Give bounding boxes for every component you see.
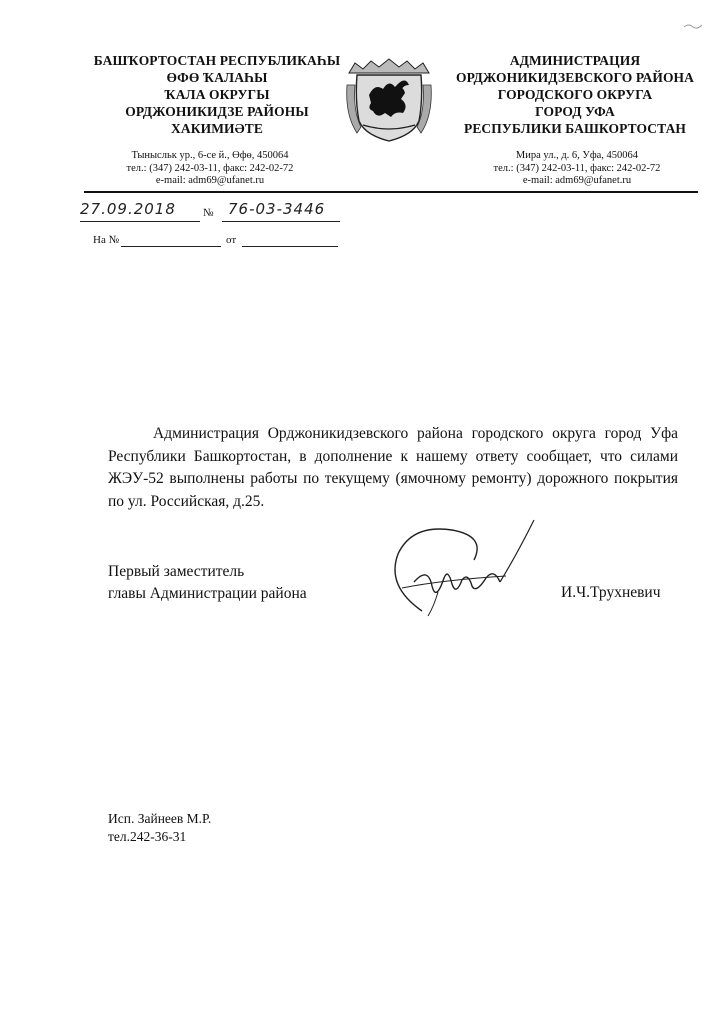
header-line: ӨФӨ ҠАЛАҺЫ: [166, 70, 268, 85]
address-line: Мира ул., д. 6, Уфа, 450064: [515, 150, 639, 161]
address-line: Тынысльк ур., 6-се й., Өфө, 450064: [131, 150, 289, 161]
signatory-title: [108, 561, 307, 605]
ufa-coat-of-arms-icon: [345, 55, 433, 143]
executor-phone: тел.242-36-31: [108, 829, 187, 844]
outgoing-date: 27.09.2018: [80, 200, 176, 218]
executor-block: [108, 810, 211, 846]
handwritten-signature-icon: [382, 516, 552, 621]
reference-number-label: На №: [93, 234, 120, 246]
signatory-title-line: главы Администрации района: [108, 585, 307, 602]
header-line: ҠАЛА ОКРУГЫ: [164, 87, 270, 102]
header-russian-block: [445, 52, 705, 137]
signatory-name: И.Ч.Трухневич: [561, 584, 661, 601]
number-underline: [222, 221, 340, 222]
header-divider: [84, 191, 698, 193]
address-line: e-mail: adm69@ufanet.ru: [155, 175, 265, 186]
signatory-title-line: Первый заместитель: [108, 563, 245, 580]
reference-date-label: от: [226, 234, 237, 246]
address-bashkir: [95, 150, 325, 188]
letter-body: Администрация Орджоникидзевского района городского округа город Уфа Республики Башкортостан, в дополнение к нашему ответу сообщает, что силами ЖЭУ-52 выполнены работы по текущему (ямочному ремонту) дорожного покрытия по ул. Российская, д.25.: [108, 425, 678, 510]
header-line: БАШҠОРТОСТАН РЕСПУБЛИКАҺЫ: [93, 53, 341, 68]
address-line: тел.: (347) 242-03-11, факс: 242-02-72: [126, 162, 294, 174]
reference-date-field: [242, 246, 338, 247]
date-underline: [80, 221, 200, 222]
address-line: e-mail: adm69@ufanet.ru: [522, 175, 632, 186]
header-line: ГОРОДСКОГО ОКРУГА: [497, 87, 653, 102]
header-line: РЕСПУБЛИКИ БАШКОРТОСТАН: [463, 121, 687, 136]
header-line: ОРДЖОНИКИДЗЕВСКОГО РАЙОНА: [455, 70, 694, 85]
header-line: ОРДЖОНИКИДЗЕ РАЙОНЫ: [125, 104, 309, 119]
header-bashkir-block: [72, 52, 362, 137]
reference-number-field: [121, 246, 221, 247]
number-label: №: [203, 207, 214, 219]
address-line: тел.: (347) 242-03-11, факс: 242-02-72: [493, 162, 661, 174]
outgoing-number: 76-03-3446: [228, 200, 326, 218]
scan-mark-icon: [683, 22, 703, 30]
address-russian: [462, 150, 692, 188]
header-line: АДМИНИСТРАЦИЯ: [509, 53, 641, 68]
header-line: ГОРОД УФА: [535, 104, 615, 119]
header-line: ХАКИМИӘТЕ: [171, 121, 263, 136]
executor-name: Исп. Зайнеев М.Р.: [108, 811, 212, 826]
